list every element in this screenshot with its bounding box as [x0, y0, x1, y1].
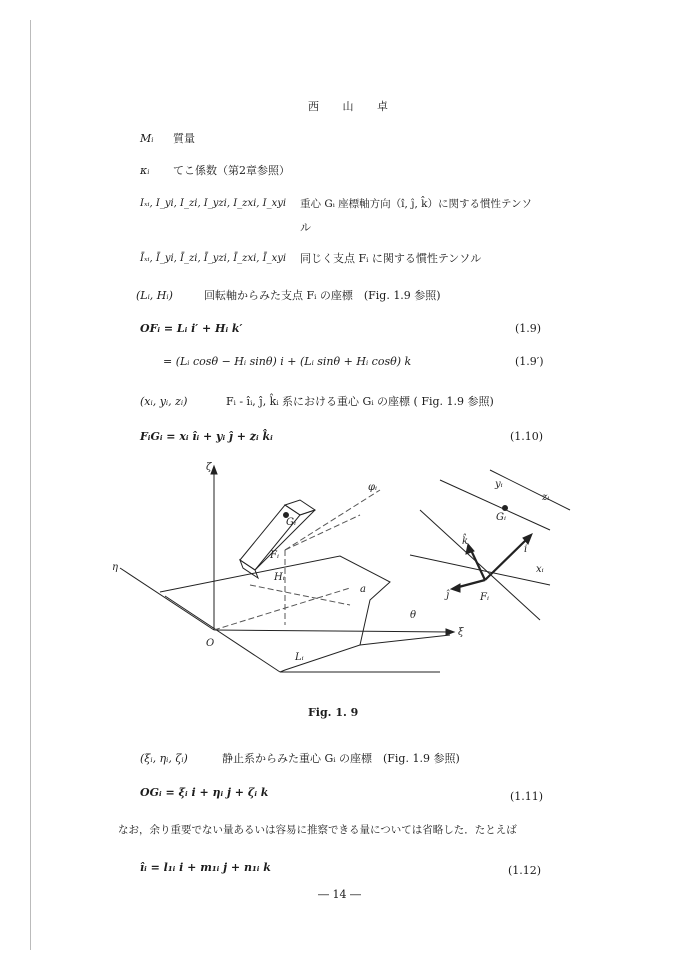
def-symbol-xi: (ξᵢ, ηᵢ, ζᵢ)	[140, 752, 188, 765]
def-desc-LH: 回転軸からみた支点 Fᵢ の座標 (Fig. 1.9 参照)	[204, 289, 441, 302]
equation-number-1-11: (1.11)	[510, 790, 544, 803]
xi-arrow	[446, 629, 454, 635]
binding-margin-line	[30, 20, 31, 950]
def-desc-inertia-cont: ル	[300, 221, 311, 234]
equation-number-1-9: (1.9)	[515, 322, 542, 335]
label-Gi: Gᵢ	[286, 517, 296, 528]
label-a: a	[360, 584, 366, 595]
def-desc-inertia-bar: 同じく支点 Fᵢ に関する慣性テンソル	[300, 252, 482, 265]
k-vector	[470, 548, 485, 580]
label-origin: O	[206, 638, 215, 649]
def-symbol-inertia-bar: Īₓᵢ, Ī_yi, Ī_zi, Ī_yzi, Ī_zxi, Ī_xyi	[140, 253, 287, 264]
xi-axis	[214, 630, 450, 632]
equation-1-10: FᵢGᵢ = xᵢ îᵢ + yᵢ ĵ + zᵢ k̂ᵢ	[140, 430, 273, 443]
figure-caption: Fig. 1. 9	[308, 706, 359, 719]
label-xi: ξ	[458, 627, 464, 638]
label-zeta: ζ	[206, 462, 212, 473]
right-gi-point	[503, 506, 508, 511]
author-header: 西 山 卓	[308, 100, 398, 113]
equation-number-1-12: (1.12)	[508, 864, 542, 877]
def-desc-inertia: 重心 Gᵢ 座標軸方向（î, ĵ, k̂）に関する慣性テンソ	[300, 198, 532, 210]
def-symbol-lever: κᵢ	[140, 164, 150, 177]
label-yi: yᵢ	[495, 479, 503, 490]
equation-1-12: îᵢ = l₁ᵢ i + m₁ᵢ j + n₁ᵢ k	[140, 861, 271, 874]
label-Fi: Fᵢ	[270, 550, 279, 561]
label-Hi: Hᵢ	[274, 572, 285, 583]
label-F-right: Fᵢ	[480, 592, 489, 603]
def-desc-xyz: Fᵢ - îᵢ, ĵ, k̂ᵢ 系における重心 Gᵢ の座標 ( Fig. 1.9 参照)	[226, 395, 494, 408]
label-zi: zᵢ	[542, 492, 550, 503]
label-j: ĵ	[446, 590, 450, 601]
equation-1-9: OFᵢ = Lᵢ i′ + Hᵢ k′	[140, 322, 243, 335]
def-symbol-mass: Mᵢ	[140, 132, 154, 145]
label-G-right: Gᵢ	[496, 512, 506, 523]
label-xi-right: xᵢ	[536, 564, 544, 575]
def-symbol-LH: (Lᵢ, Hᵢ)	[136, 289, 173, 302]
def-desc-xi: 静止系からみた重心 Gᵢ の座標 (Fig. 1.9 参照)	[222, 752, 460, 765]
zeta-arrow	[211, 466, 217, 474]
eta-axis	[120, 568, 214, 630]
equation-number-1-9-prime: (1.9′)	[515, 355, 544, 368]
figure-1-9	[110, 460, 580, 700]
equation-number-1-10: (1.10)	[510, 430, 544, 443]
equation-1-9-prime: = (Lᵢ cosθ − Hᵢ sinθ) i + (Lᵢ sinθ + Hᵢ cosθ) k	[163, 355, 412, 368]
page-number: ― 14 ―	[318, 888, 361, 901]
label-phi: φᵢ	[368, 482, 378, 493]
def-desc-lever: てこ係数（第2章参照）	[173, 164, 290, 177]
equation-1-11: OGᵢ = ξᵢ i + ηᵢ j + ζᵢ k	[140, 786, 269, 799]
def-desc-mass: 質量	[173, 132, 195, 145]
note-paragraph: なお，余り重要でない量あるいは容易に推察できる量については省略した．たとえば	[118, 824, 517, 836]
label-eta: η	[112, 562, 118, 573]
label-k: k̂	[462, 536, 469, 547]
label-i: i	[524, 544, 528, 555]
label-Li: Lᵢ	[295, 652, 304, 663]
i-vector	[485, 538, 528, 580]
def-symbol-inertia: Iₓᵢ, I_yi, I_zi, I_yzi, I_zxi, I_xyi	[140, 198, 287, 209]
def-symbol-xyz: (xᵢ, yᵢ, zᵢ)	[140, 395, 188, 408]
label-theta: θ	[410, 610, 417, 621]
